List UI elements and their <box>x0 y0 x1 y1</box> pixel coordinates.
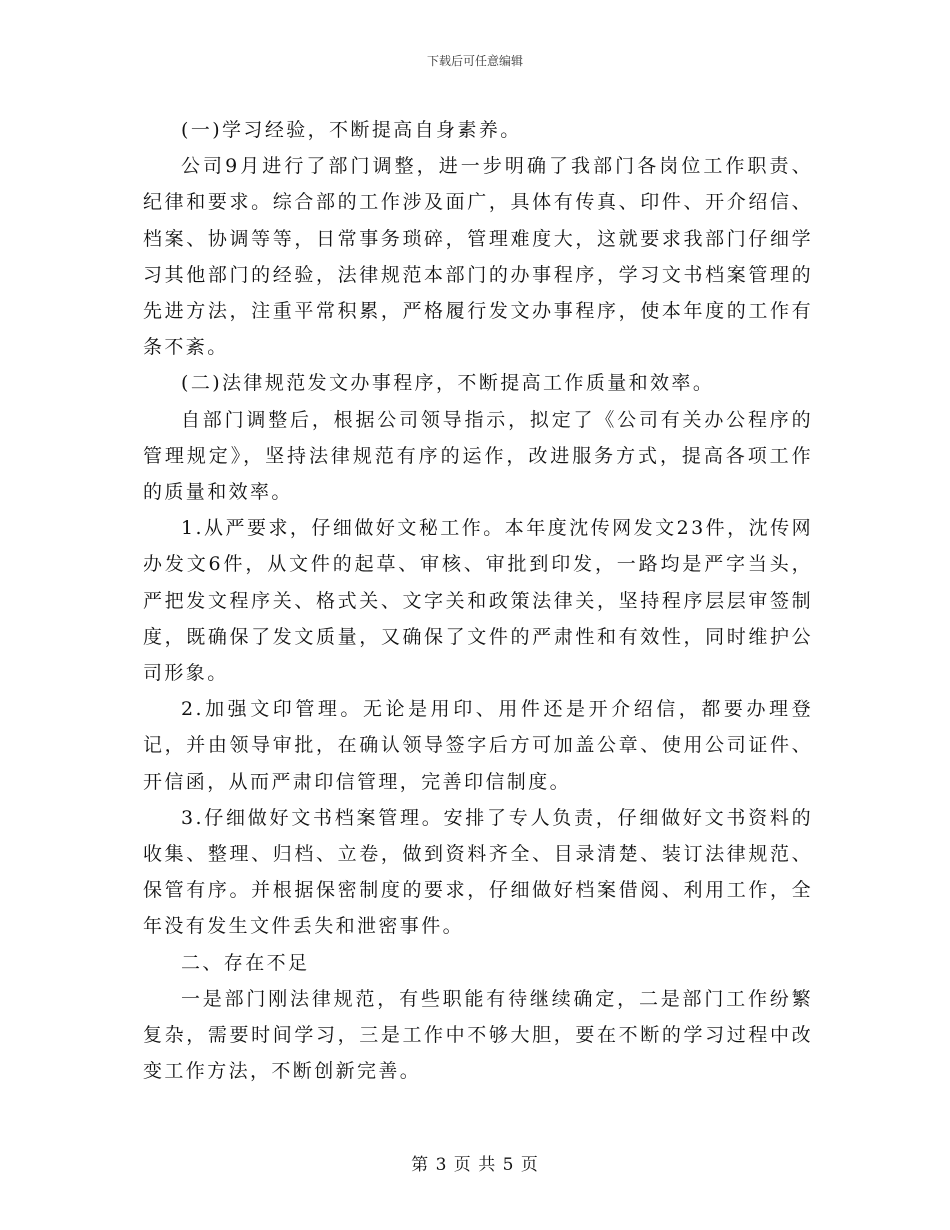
list-item-3: 3.仔细做好文书档案管理。安排了专人负责，仔细做好文书资料的收集、整理、归档、立卷，做到资料齐全、目录清楚、装订法律规范、保管有序。并根据保密制度的要求，仔细做好档案借阅、利用工作，全年没有发生文件丢失和泄密事件。 <box>143 806 813 938</box>
paragraph: 自部门调整后，根据公司领导指示，拟定了《公司有关办公程序的管理规定》，坚持法律规范有序的运作，改进服务方式，提高各项工作的质量和效率。 <box>143 408 813 504</box>
list-item-2: 2.加强文印管理。无论是用印、用件还是开介绍信，都要办理登记，并由领导审批，在确认领导签字后方可加盖公章、使用公司证件、开信函，从而严肃印信管理，完善印信制度。 <box>143 698 813 793</box>
page-header: 下载后可任意编辑 <box>426 54 523 68</box>
list-item-1: 1.从严要求，仔细做好文秘工作。本年度沈传网发文23件，沈传网办发文6件，从文件的起草、审核、审批到印发，一路均是严字当头，严把发文程序关、格式关、文字关和政策法律关，坚持程序层层审签制度，既确保了发文质量，又确保了文件的严肃性和有效性，同时维护公司形象。 <box>143 517 813 685</box>
section-heading-2: (二)法律规范发文办事程序，不断提高工作质量和效率。 <box>181 372 715 395</box>
document-body <box>143 112 813 1089</box>
page-number: 第 3 页 共 5 页 <box>411 1155 539 1175</box>
paragraph: 公司9月进行了部门调整，进一步明确了我部门各岗位工作职责、纪律和要求。综合部的工作涉及面广，具体有传真、印件、开介绍信、档案、协调等等，日常事务琐碎，管理难度大，这就要求我部门仔细学习其他部门的经验，法律规范本部门的办事程序，学习文书档案管理的先进方法，注重平常积累，严格履行发文办事程序，使本年度的工作有条不紊。 <box>143 155 813 359</box>
section-heading-3: 二、存在不足 <box>181 951 310 974</box>
paragraph: 一是部门刚法律规范，有些职能有待继续确定，二是部门工作纷繁复杂，需要时间学习，三是工作中不够大胆，要在不断的学习过程中改变工作方法，不断创新完善。 <box>143 987 813 1083</box>
section-heading-1: (一)学习经验，不断提高自身素养。 <box>181 119 522 141</box>
